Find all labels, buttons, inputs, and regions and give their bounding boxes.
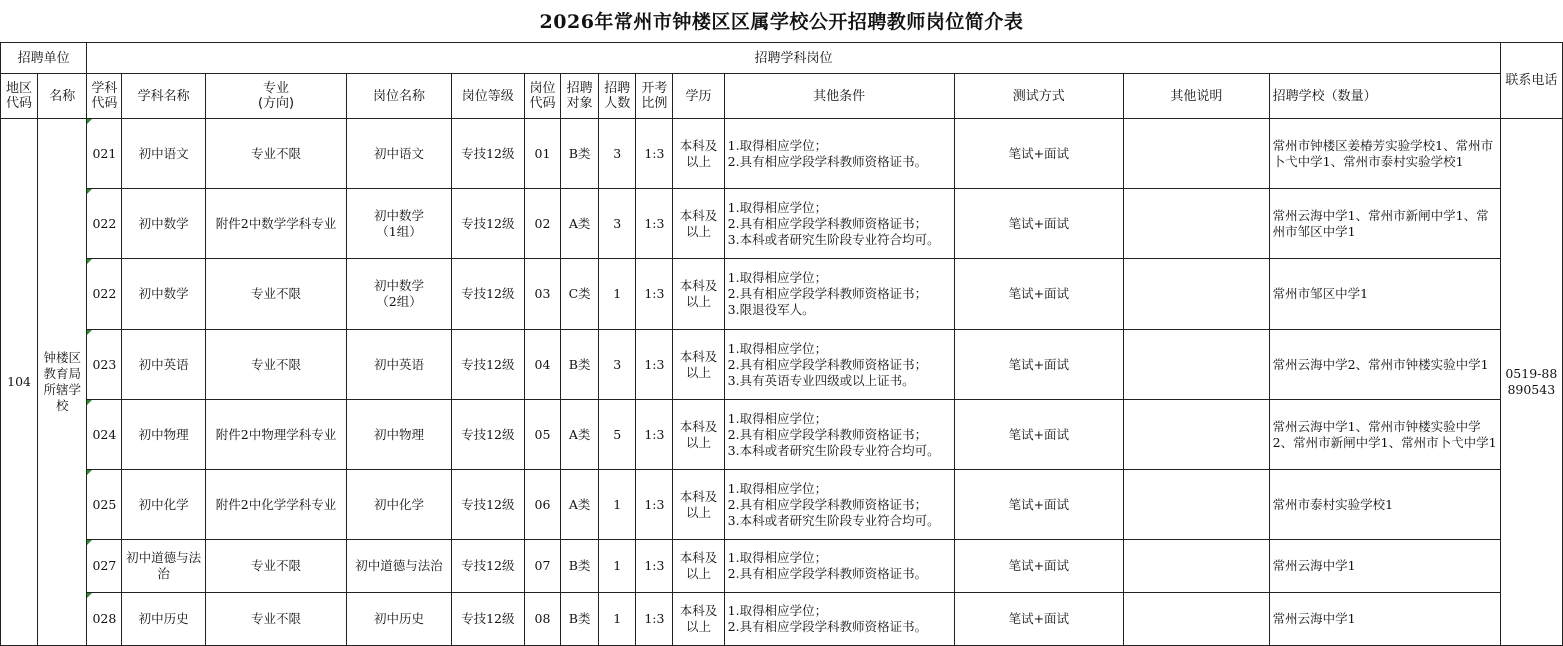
subject-code-cell: 024 [87, 400, 122, 470]
header-post-level: 岗位等级 [451, 74, 524, 119]
page-title: 2026年常州市钟楼区区属学校公开招聘教师岗位简介表 [539, 11, 1024, 33]
test-cell: 笔试+面试 [954, 400, 1124, 470]
header-subject-code: 学科代码 [87, 74, 122, 119]
subject-code-cell: 021 [87, 119, 122, 189]
ratio-cell: 1:3 [636, 540, 673, 593]
subject-name-cell: 初中英语 [122, 330, 205, 400]
notes-cell [1124, 400, 1270, 470]
major-cell: 专业不限 [205, 259, 347, 330]
subject-code-cell: 028 [87, 593, 122, 646]
schools-cell: 常州市泰村实验学校1 [1269, 470, 1500, 540]
post-code-cell: 03 [524, 259, 560, 330]
table-row [1, 119, 1563, 189]
notes-cell [1124, 330, 1270, 400]
header-schools: 招聘学校（数量） [1269, 74, 1500, 119]
conditions-cell: 1.取得相应学位； 2.具有相应学段学科教师资格证书； 3.本科或者研究生阶段专业符合均可。 [724, 400, 954, 470]
post-level-cell: 专技12级 [451, 400, 524, 470]
subject-name-cell: 初中化学 [122, 470, 205, 540]
subject-code-cell: 023 [87, 330, 122, 400]
region-code-cell: 104 [1, 119, 38, 646]
post-name-cell: 初中历史 [347, 593, 451, 646]
table-body [1, 43, 1563, 646]
schools-cell: 常州云海中学1 [1269, 540, 1500, 593]
education-cell: 本科及以上 [673, 189, 724, 259]
count-cell: 3 [599, 189, 636, 259]
notes-cell [1124, 540, 1270, 593]
subject-code-cell: 027 [87, 540, 122, 593]
post-level-cell: 专技12级 [451, 119, 524, 189]
contact-phone-cell: 0519-88890543 [1500, 119, 1562, 646]
header-recruit-posts: 招聘学科岗位 [87, 43, 1500, 74]
post-name-cell: 初中物理 [347, 400, 451, 470]
notes-cell [1124, 259, 1270, 330]
header-contact: 联系电话 [1500, 43, 1562, 119]
target-cell: A类 [561, 400, 599, 470]
education-cell: 本科及以上 [673, 330, 724, 400]
major-cell: 专业不限 [205, 593, 347, 646]
header-conditions: 其他条件 [724, 74, 954, 119]
education-cell: 本科及以上 [673, 540, 724, 593]
recruitment-table [0, 42, 1563, 646]
post-name-cell: 初中语文 [347, 119, 451, 189]
target-cell: B类 [561, 540, 599, 593]
target-cell: A类 [561, 470, 599, 540]
conditions-cell: 1.取得相应学位； 2.具有相应学段学科教师资格证书。 [724, 540, 954, 593]
test-cell: 笔试+面试 [954, 119, 1124, 189]
table-row [1, 593, 1563, 646]
ratio-cell: 1:3 [636, 189, 673, 259]
post-name-cell: 初中英语 [347, 330, 451, 400]
count-cell: 1 [599, 593, 636, 646]
post-code-cell: 01 [524, 119, 560, 189]
schools-cell: 常州云海中学1 [1269, 593, 1500, 646]
header-major: 专业 (方向) [205, 74, 347, 119]
notes-cell [1124, 593, 1270, 646]
subject-name-cell: 初中历史 [122, 593, 205, 646]
major-cell: 专业不限 [205, 540, 347, 593]
header-test: 测试方式 [954, 74, 1124, 119]
subject-name-cell: 初中数学 [122, 189, 205, 259]
post-level-cell: 专技12级 [451, 189, 524, 259]
major-cell: 附件2中数学学科专业 [205, 189, 347, 259]
schools-cell: 常州市邹区中学1 [1269, 259, 1500, 330]
table-row [1, 189, 1563, 259]
post-code-cell: 06 [524, 470, 560, 540]
major-cell: 专业不限 [205, 330, 347, 400]
subject-name-cell: 初中语文 [122, 119, 205, 189]
education-cell: 本科及以上 [673, 400, 724, 470]
table-row [1, 400, 1563, 470]
post-name-cell: 初中数学 （1组） [347, 189, 451, 259]
count-cell: 1 [599, 259, 636, 330]
subject-name-cell: 初中道德与法治 [122, 540, 205, 593]
ratio-cell: 1:3 [636, 400, 673, 470]
table-row [1, 540, 1563, 593]
test-cell: 笔试+面试 [954, 540, 1124, 593]
target-cell: A类 [561, 189, 599, 259]
notes-cell [1124, 119, 1270, 189]
notes-cell [1124, 470, 1270, 540]
post-code-cell: 04 [524, 330, 560, 400]
education-cell: 本科及以上 [673, 593, 724, 646]
notes-cell [1124, 189, 1270, 259]
target-cell: B类 [561, 119, 599, 189]
schools-cell: 常州云海中学1、常州市钟楼实验中学2、常州市新闸中学1、常州市卜弋中学1 [1269, 400, 1500, 470]
count-cell: 3 [599, 119, 636, 189]
post-code-cell: 05 [524, 400, 560, 470]
subject-code-cell: 022 [87, 259, 122, 330]
test-cell: 笔试+面试 [954, 470, 1124, 540]
education-cell: 本科及以上 [673, 119, 724, 189]
conditions-cell: 1.取得相应学位； 2.具有相应学段学科教师资格证书。 [724, 593, 954, 646]
post-level-cell: 专技12级 [451, 593, 524, 646]
schools-cell: 常州市钟楼区姜椿芳实验学校1、常州市卜弋中学1、常州市泰村实验学校1 [1269, 119, 1500, 189]
post-name-cell: 初中道德与法治 [347, 540, 451, 593]
header-row-columns [1, 74, 1563, 119]
header-post-name: 岗位名称 [347, 74, 451, 119]
target-cell: B类 [561, 593, 599, 646]
count-cell: 5 [599, 400, 636, 470]
major-cell: 专业不限 [205, 119, 347, 189]
subject-code-cell: 025 [87, 470, 122, 540]
test-cell: 笔试+面试 [954, 189, 1124, 259]
post-level-cell: 专技12级 [451, 259, 524, 330]
count-cell: 1 [599, 470, 636, 540]
header-education: 学历 [673, 74, 724, 119]
header-subject-name: 学科名称 [122, 74, 205, 119]
header-row-top [1, 43, 1563, 74]
conditions-cell: 1.取得相应学位； 2.具有相应学段学科教师资格证书； 3.具有英语专业四级或以上证书。 [724, 330, 954, 400]
header-post-code: 岗位代码 [524, 74, 560, 119]
post-code-cell: 02 [524, 189, 560, 259]
header-count: 招聘人数 [599, 74, 636, 119]
subject-name-cell: 初中数学 [122, 259, 205, 330]
header-target: 招聘对象 [561, 74, 599, 119]
post-code-cell: 08 [524, 593, 560, 646]
post-level-cell: 专技12级 [451, 540, 524, 593]
post-code-cell: 07 [524, 540, 560, 593]
count-cell: 3 [599, 330, 636, 400]
subject-code-cell: 022 [87, 189, 122, 259]
ratio-cell: 1:3 [636, 593, 673, 646]
unit-name-cell: 钟楼区教育局所辖学校 [38, 119, 87, 646]
table-row [1, 330, 1563, 400]
header-notes: 其他说明 [1124, 74, 1270, 119]
ratio-cell: 1:3 [636, 119, 673, 189]
post-level-cell: 专技12级 [451, 470, 524, 540]
count-cell: 1 [599, 540, 636, 593]
target-cell: C类 [561, 259, 599, 330]
post-level-cell: 专技12级 [451, 330, 524, 400]
test-cell: 笔试+面试 [954, 259, 1124, 330]
target-cell: B类 [561, 330, 599, 400]
schools-cell: 常州云海中学1、常州市新闸中学1、常州市邹区中学1 [1269, 189, 1500, 259]
conditions-cell: 1.取得相应学位； 2.具有相应学段学科教师资格证书； 3.本科或者研究生阶段专业符合均可。 [724, 189, 954, 259]
test-cell: 笔试+面试 [954, 593, 1124, 646]
header-ratio: 开考比例 [636, 74, 673, 119]
ratio-cell: 1:3 [636, 330, 673, 400]
table-row [1, 259, 1563, 330]
header-region-code: 地区代码 [1, 74, 38, 119]
conditions-cell: 1.取得相应学位； 2.具有相应学段学科教师资格证书； 3.本科或者研究生阶段专业符合均可。 [724, 470, 954, 540]
ratio-cell: 1:3 [636, 470, 673, 540]
major-cell: 附件2中物理学科专业 [205, 400, 347, 470]
test-cell: 笔试+面试 [954, 330, 1124, 400]
subject-name-cell: 初中物理 [122, 400, 205, 470]
post-name-cell: 初中数学 （2组） [347, 259, 451, 330]
header-name: 名称 [38, 74, 87, 119]
conditions-cell: 1.取得相应学位； 2.具有相应学段学科教师资格证书。 [724, 119, 954, 189]
education-cell: 本科及以上 [673, 470, 724, 540]
education-cell: 本科及以上 [673, 259, 724, 330]
major-cell: 附件2中化学学科专业 [205, 470, 347, 540]
post-name-cell: 初中化学 [347, 470, 451, 540]
table-row [1, 470, 1563, 540]
ratio-cell: 1:3 [636, 259, 673, 330]
schools-cell: 常州云海中学2、常州市钟楼实验中学1 [1269, 330, 1500, 400]
header-recruit-unit: 招聘单位 [1, 43, 87, 74]
conditions-cell: 1.取得相应学位； 2.具有相应学段学科教师资格证书； 3.限退役军人。 [724, 259, 954, 330]
